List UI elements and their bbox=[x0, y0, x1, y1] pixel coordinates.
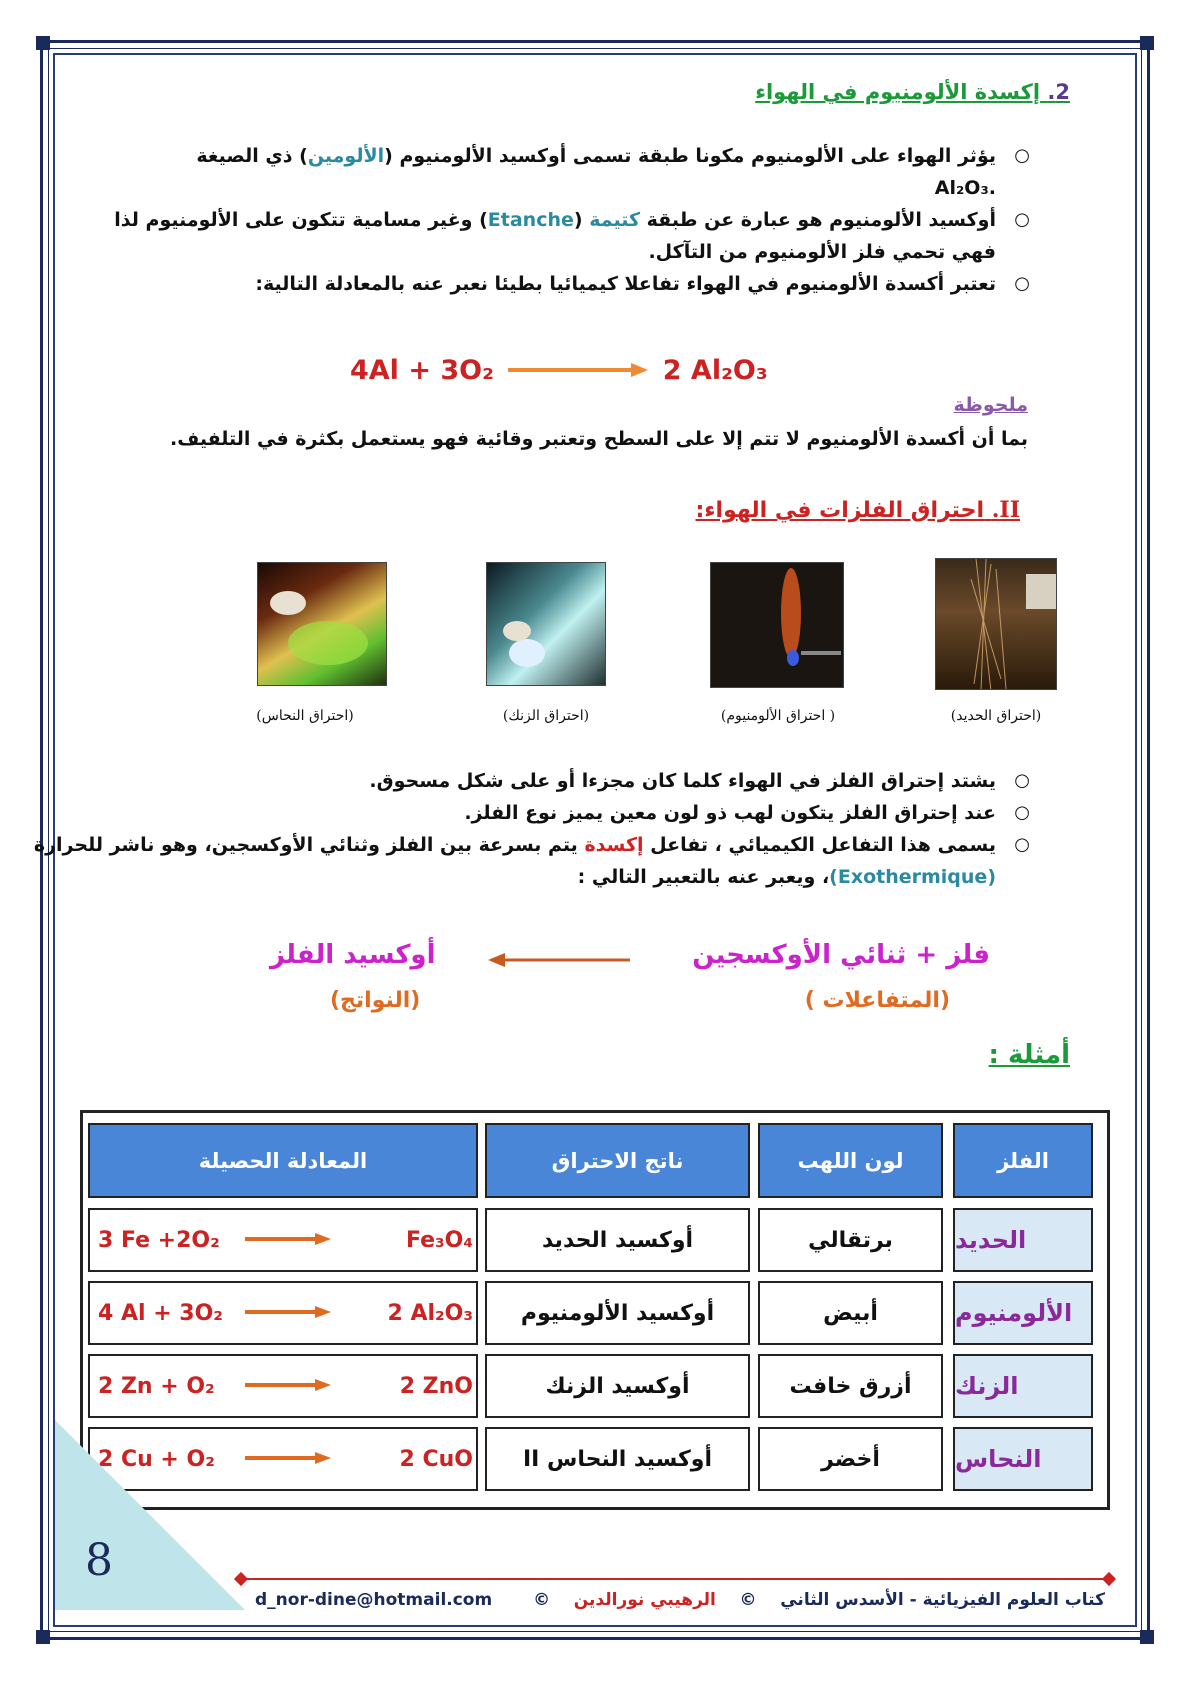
list-item: ○ أوكسيد الألومنيوم هو عبارة عن طبقة كتيمة (Etanche) وغير مسامية تتكون على الألومنيوم لذا فهي تحمي فلز الألومنيوم من التآكل. bbox=[105, 204, 1030, 268]
footer-divider bbox=[240, 1578, 1110, 1580]
list-item: ○ عند إحتراق الفلز يتكون لهب ذو لون معين يميز نوع الفلز. bbox=[20, 797, 1030, 829]
table-cell-product bbox=[485, 1354, 750, 1418]
word-equation-products: أوكسيد الفلز bbox=[270, 940, 436, 970]
equation-reactants: 2 Cu + O₂ bbox=[98, 1446, 215, 1472]
note-title: ملحوظة bbox=[953, 394, 1028, 416]
copyright-symbol: © bbox=[739, 1590, 757, 1610]
combustion-product: أوكسيد الألومنيوم bbox=[520, 1300, 715, 1326]
section-title-text: إكسدة الألومنيوم في الهواء bbox=[755, 80, 1041, 104]
table-cell-color bbox=[758, 1427, 943, 1491]
products-label: (النواتج) bbox=[330, 988, 421, 1013]
table-cell-metal bbox=[953, 1354, 1093, 1418]
table-cell-metal bbox=[953, 1281, 1093, 1345]
zinc-combustion-photo bbox=[486, 562, 606, 686]
bullet-circle-icon: ○ bbox=[1014, 273, 1030, 294]
flame-color: أخضر bbox=[821, 1446, 880, 1472]
footer-credits bbox=[533, 1590, 1105, 1610]
list-item: ○ يسمى هذا التفاعل الكيميائي ، تفاعل إكسدة يتم بسرعة بين الفلز وثنائي الأوكسجين، وهو ناشر للحرارة (Exothermique)، ويعبر عنه بالتعبير التالي : bbox=[20, 829, 1030, 893]
note-text: بما أن أكسدة الألومنيوم لا تتم إلا على السطح وتعتبر وقائية فهو يستعمل بكثرة في التلفيف. bbox=[169, 428, 1028, 450]
arrow-right-icon bbox=[243, 1447, 333, 1472]
list-item: ○ تعتبر أكسدة الألومنيوم في الهواء تفاعلا كيميائيا بطيئا نعبر عنه بالمعادلة التالية: bbox=[105, 268, 1030, 300]
bullet-list-top bbox=[105, 140, 1030, 300]
flame-color: أزرق خافت bbox=[789, 1373, 912, 1399]
table-cell-color bbox=[758, 1281, 943, 1345]
page-number: 8 bbox=[85, 1535, 113, 1586]
iron-combustion-photo bbox=[935, 558, 1057, 690]
metal-name: الحديد bbox=[955, 1226, 1027, 1254]
corner-ornament bbox=[36, 1630, 50, 1644]
examples-title: أمثلة : bbox=[988, 1040, 1070, 1070]
list-item: ○ يؤثر الهواء على الألومنيوم مكونا طبقة تسمى أوكسيد الألومنيوم (الألومين) ذي الصيغة Al₂O₃. bbox=[105, 140, 1030, 204]
table-cell-product bbox=[485, 1208, 750, 1272]
word-equation-reactants: فلز + ثنائي الأوكسجين bbox=[692, 940, 990, 970]
section-number: 2. bbox=[1047, 80, 1070, 104]
corner-ornament bbox=[1140, 1630, 1154, 1644]
photo-caption: (احتراق الزنك) bbox=[502, 708, 590, 724]
list-item: ○ يشتد إحتراق الفلز في الهواء كلما كان مجزءا أو على شكل مسحوق. bbox=[20, 765, 1030, 797]
equation-products: 2 Al₂O₃ bbox=[662, 355, 768, 386]
table-cell-color bbox=[758, 1208, 943, 1272]
table-header: ناتج الاحتراق bbox=[485, 1123, 750, 1198]
table-cell-metal bbox=[953, 1208, 1093, 1272]
flame-color: برتقالي bbox=[808, 1227, 893, 1253]
table-header: الفلز bbox=[953, 1123, 1093, 1198]
copyright-symbol: © bbox=[533, 1590, 551, 1610]
table-header: لون اللهب bbox=[758, 1123, 943, 1198]
table-cell-equation bbox=[88, 1281, 478, 1345]
bullet-circle-icon: ○ bbox=[1014, 770, 1030, 791]
section-title-ii bbox=[695, 497, 1020, 523]
table-cell-metal bbox=[953, 1427, 1093, 1491]
table-cell-equation bbox=[88, 1354, 478, 1418]
table-header: المعادلة الحصيلة bbox=[88, 1123, 478, 1198]
reactants-label: (المتفاعلات ) bbox=[804, 988, 950, 1013]
combustion-product: أوكسيد النحاس II bbox=[522, 1446, 713, 1472]
arrow-right-icon bbox=[243, 1374, 333, 1399]
metal-name: الألومنيوم bbox=[955, 1299, 1073, 1327]
combustion-product: أوكسيد الحديد bbox=[541, 1227, 694, 1253]
section-title-text: احتراق الفلزات في الهواء: bbox=[695, 498, 985, 523]
photo-caption: (احتراق النحاس) bbox=[256, 708, 354, 724]
footer-author: الرهيبي نورالدين bbox=[573, 1590, 716, 1610]
footer-email: d_nor-dine@hotmail.com bbox=[255, 1590, 493, 1610]
table-cell-equation bbox=[88, 1208, 478, 1272]
equation-products: 2 Al₂O₃ bbox=[387, 1300, 473, 1326]
arrow-left-icon bbox=[485, 950, 635, 974]
table-cell-product bbox=[485, 1281, 750, 1345]
equation-products: 2 ZnO bbox=[399, 1373, 473, 1399]
corner-ornament bbox=[1140, 36, 1154, 50]
equation-main bbox=[350, 355, 768, 387]
bullet-list-mid bbox=[20, 765, 1030, 893]
equation-reactants: 4Al + 3O₂ bbox=[350, 355, 494, 386]
aluminium-combustion-photo bbox=[710, 562, 844, 688]
arrow-right-icon bbox=[243, 1228, 333, 1253]
bullet-circle-icon: ○ bbox=[1014, 209, 1030, 230]
arrow-right-icon bbox=[503, 356, 653, 387]
metal-name: الزنك bbox=[955, 1372, 1019, 1400]
corner-ornament bbox=[36, 36, 50, 50]
flame-color: أبيض bbox=[823, 1300, 878, 1326]
photo-caption: (احتراق الحديد) bbox=[950, 708, 1042, 724]
section-number: II. bbox=[991, 497, 1020, 523]
table-cell-product bbox=[485, 1427, 750, 1491]
arrow-right-icon bbox=[243, 1301, 333, 1326]
table-cell-color bbox=[758, 1354, 943, 1418]
photo-caption: (احتراق الألومنيوم ) bbox=[720, 708, 836, 724]
bullet-circle-icon: ○ bbox=[1014, 834, 1030, 855]
equation-reactants: 3 Fe +2O₂ bbox=[98, 1227, 220, 1253]
equation-products: 2 CuO bbox=[399, 1446, 473, 1472]
page-number-decoration bbox=[55, 1420, 245, 1610]
equation-reactants: 4 Al + 3O₂ bbox=[98, 1300, 223, 1326]
metal-name: النحاس bbox=[955, 1445, 1042, 1473]
equation-reactants: 2 Zn + O₂ bbox=[98, 1373, 215, 1399]
footer-book-title: كتاب العلوم الفيزيائية - الأسدس الثاني bbox=[780, 1590, 1105, 1610]
bullet-circle-icon: ○ bbox=[1014, 145, 1030, 166]
bullet-circle-icon: ○ bbox=[1014, 802, 1030, 823]
equation-products: Fe₃O₄ bbox=[405, 1227, 473, 1253]
section-title-2 bbox=[755, 80, 1070, 104]
copper-combustion-photo bbox=[257, 562, 387, 686]
combustion-product: أوكسيد الزنك bbox=[545, 1373, 690, 1399]
